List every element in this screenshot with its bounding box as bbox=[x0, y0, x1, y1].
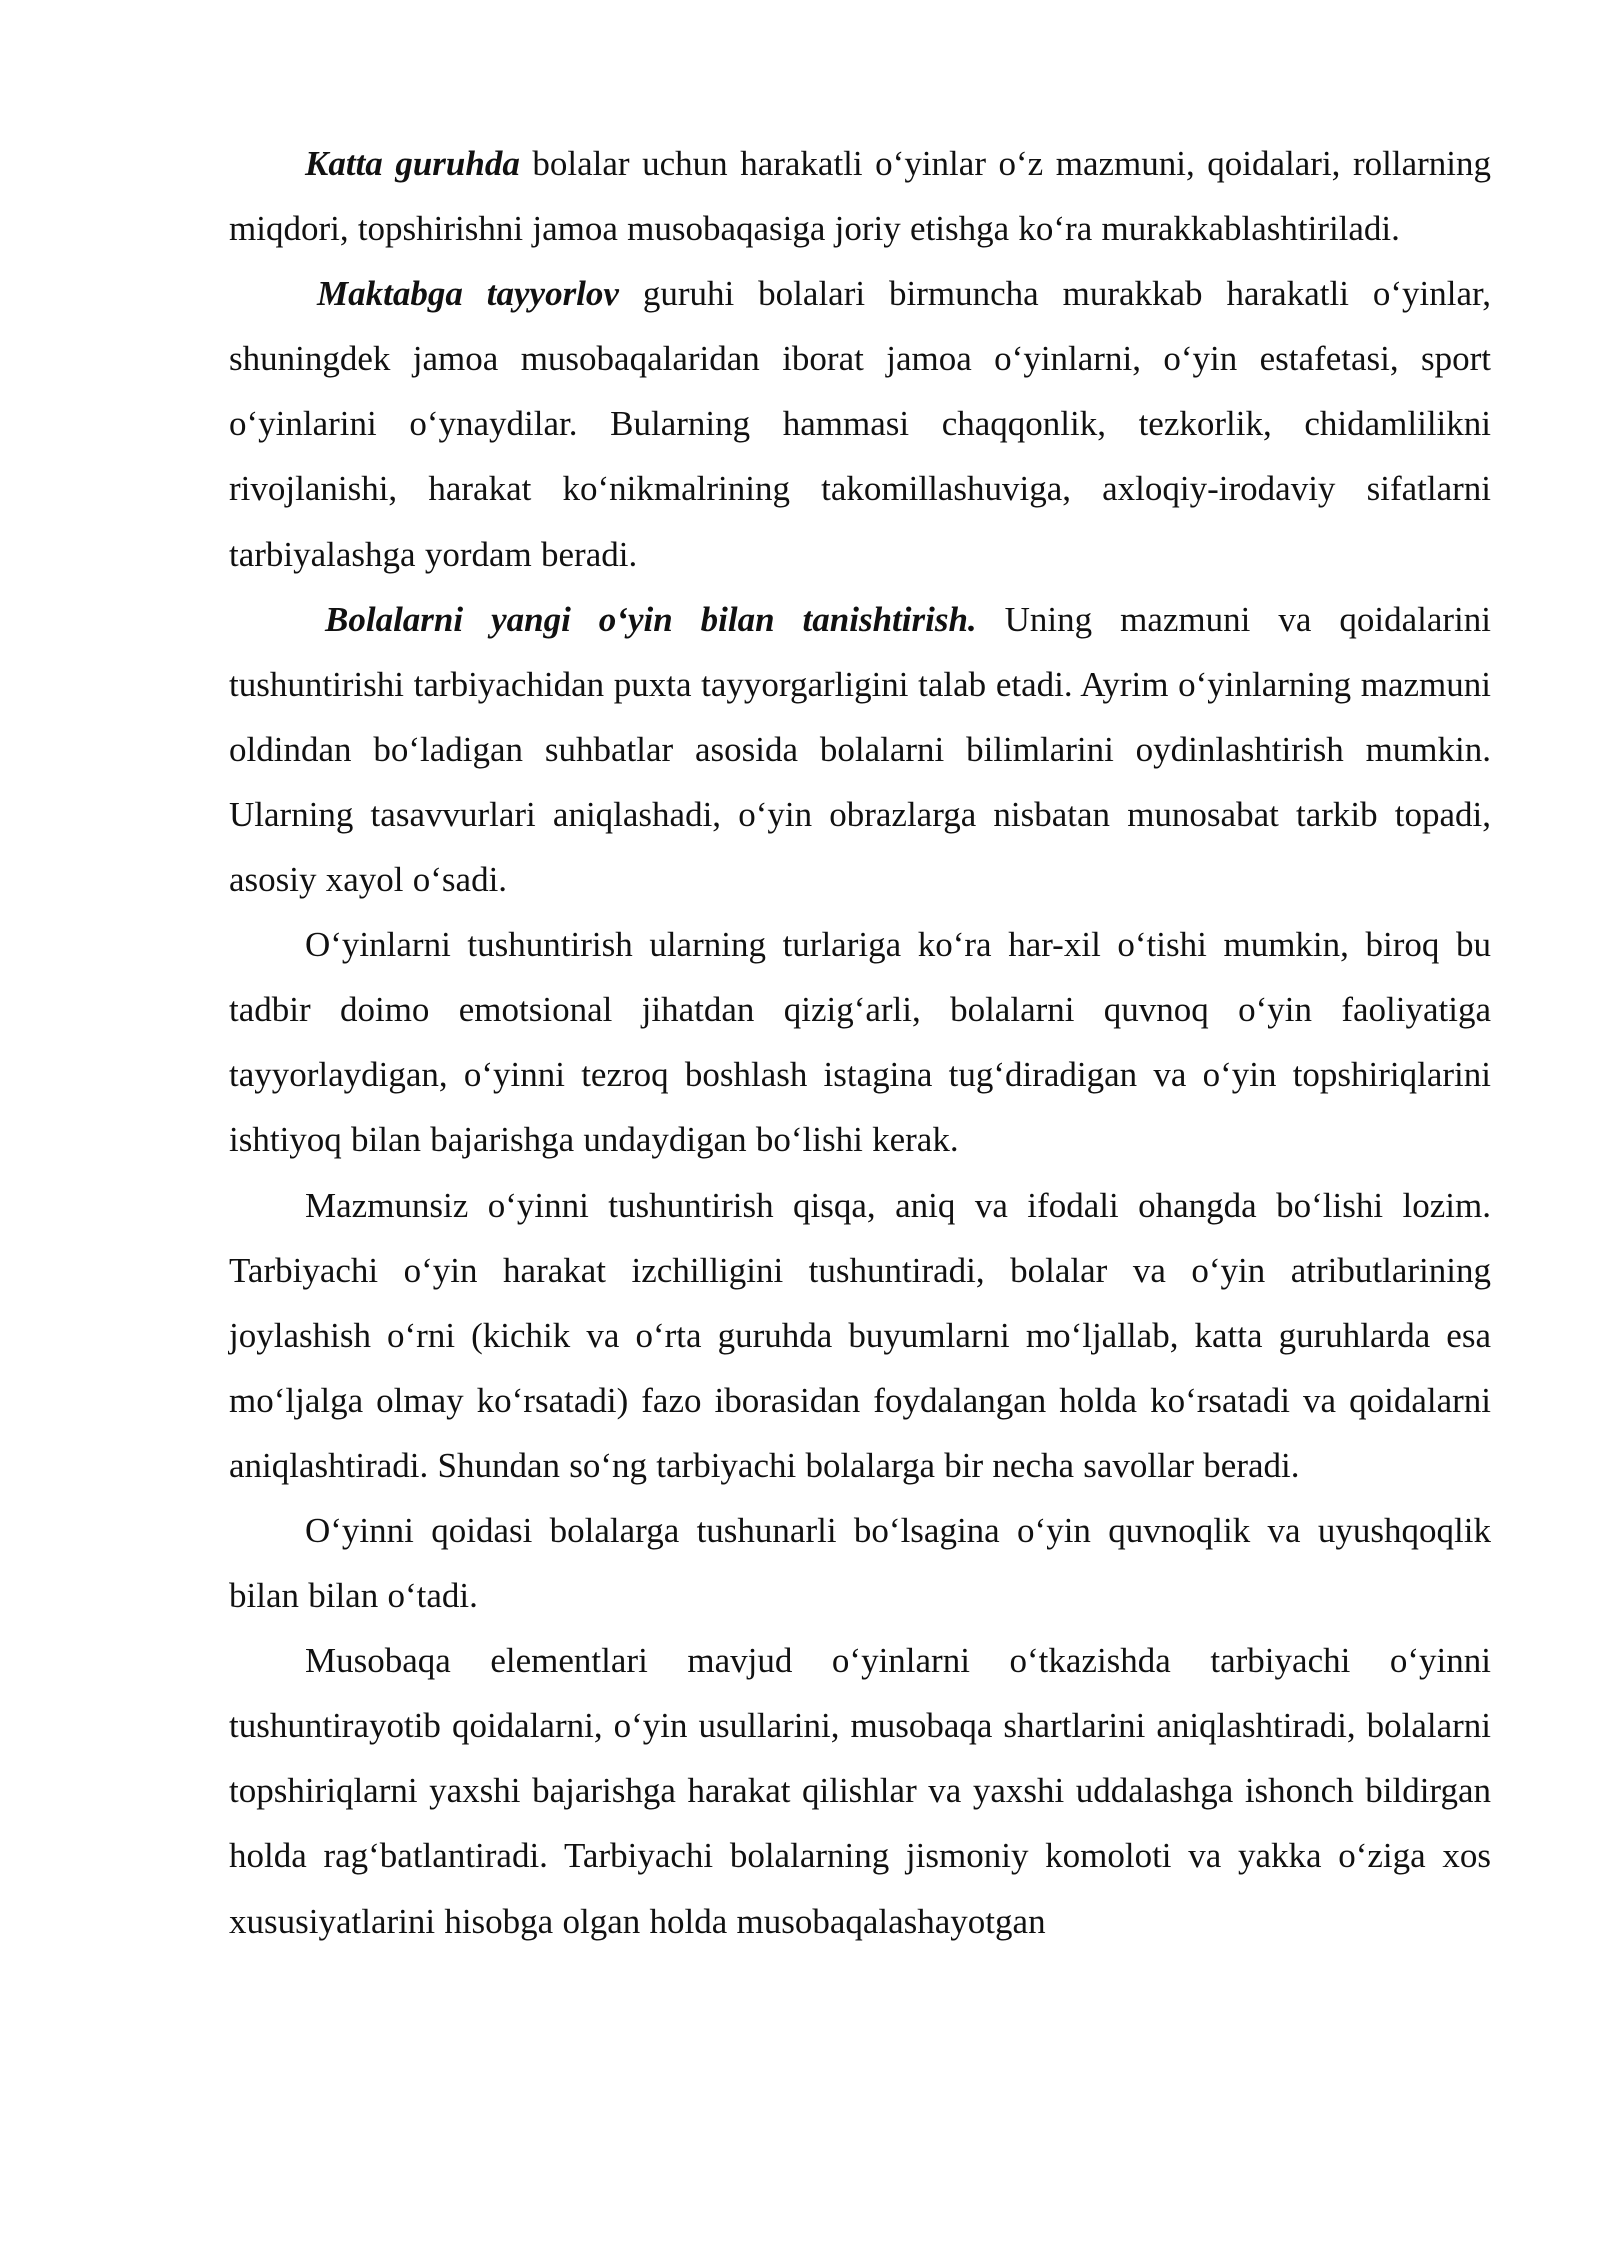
paragraph-lead-yangi-oyin: Bolalarni yangi o‘yin bilan tanishtirish. bbox=[325, 599, 977, 639]
paragraph-text-maktabga-tayyorlov: guruhi bolalari birmuncha murakkab harakatli o‘yinlar, shuningdek jamoa musobaqalaridan iborat jamoa o‘yinlarni, o‘yin estafetasi, sport o‘yinlarini o‘ynaydilar. Bularning hammasi chaqqonlik, tezkorlik, chidamlilikni rivojlanishi, harakat ko‘nikmalrining takomillashuviga, axloqiy-irodaviy sifatlarni tarbiyalashga yordam beradi. bbox=[229, 274, 1491, 574]
paragraph-lead-maktabga-tayyorlov: Maktabga tayyorlov bbox=[317, 274, 619, 314]
paragraph-lead-katta-guruhda: Katta guruhda bbox=[305, 144, 520, 183]
paragraph-text-katta-guruhda: bolalar uchun harakatli o‘yinlar o‘z mazmuni, qoidalari, rollarning miqdori, topshirishni jamoa musobaqasiga joriy etishga ko‘ra murakkablashtiriladi. bbox=[229, 144, 1491, 249]
paragraph-maktabga-tayyorlov bbox=[229, 261, 1491, 586]
paragraph-yangi-oyin bbox=[229, 587, 1491, 912]
paragraph-katta-guruhda bbox=[229, 131, 1491, 261]
paragraph-mazmunsiz-oyin: Mazmunsiz o‘yinni tushuntirish qisqa, aniq va ifodali ohangda bo‘lishi lozim. Tarbiyachi o‘yin harakat izchilligini tushuntiradi, bolalar va o‘yin atributlarining joylashish o‘rni (kichik va o‘rta guruhda buyumlarni mo‘ljallab, katta guruhlarda esa mo‘ljalga olmay ko‘rsatadi) fazo iborasidan foydalangan holda ko‘rsatadi va qoidalarni aniqlashtiradi. Shundan so‘ng tarbiyachi bolalarga bir necha savollar beradi. bbox=[229, 1185, 1491, 1485]
paragraph-oyinni-qoidasi: O‘yinni qoidasi bolalarga tushunarli bo‘lsagina o‘yin quvnoqlik va uyushqoqlik bilan bilan o‘tadi. bbox=[229, 1510, 1491, 1616]
paragraph-text-yangi-oyin: Uning mazmuni va qoidalarini tushuntirishi tarbiyachidan puxta tayyorgarligini talab etadi. Ayrim o‘yinlarning mazmuni oldindan bo‘ladigan suhbatlar asosida bolalarni bilimlarini oydinlashtirish mumkin. Ularning tasavvurlari aniqlashadi, o‘yin obrazlarga nisbatan munosabat tarkib topadi, asosiy xayol o‘sadi. bbox=[229, 599, 1491, 900]
text-body bbox=[229, 131, 1491, 1954]
paragraph-oyinlarni-tushuntirish: O‘yinlarni tushuntirish ularning turlariga ko‘ra har-xil o‘tishi mumkin, biroq bu tadbir doimo emotsional jihatdan qizig‘arli, bolalarni quvnoq o‘yin faoliyatiga tayyorlaydigan, o‘yinni tezroq boshlash istagina tug‘diradigan va o‘yin topshiriqlarini ishtiyoq bilan bajarishga undaydigan bo‘lishi kerak. bbox=[229, 925, 1491, 1160]
paragraph-musobaqa-elementlari: Musobaqa elementlari mavjud o‘yinlarni o‘tkazishda tarbiyachi o‘yinni tushuntirayotib qoidalarni, o‘yin usullarini, musobaqa shartlarini aniqlashtiradi, bolalarni topshiriqlarni yaxshi bajarishga harakat qilishlar va yaxshi uddalashga ishonch bildirgan holda rag‘batlantiradi. Tarbiyachi bolalarning jismoniy komoloti va yakka o‘ziga xos xususiyatlarini hisobga olgan holda musobaqalashayotgan bbox=[229, 1641, 1491, 1941]
